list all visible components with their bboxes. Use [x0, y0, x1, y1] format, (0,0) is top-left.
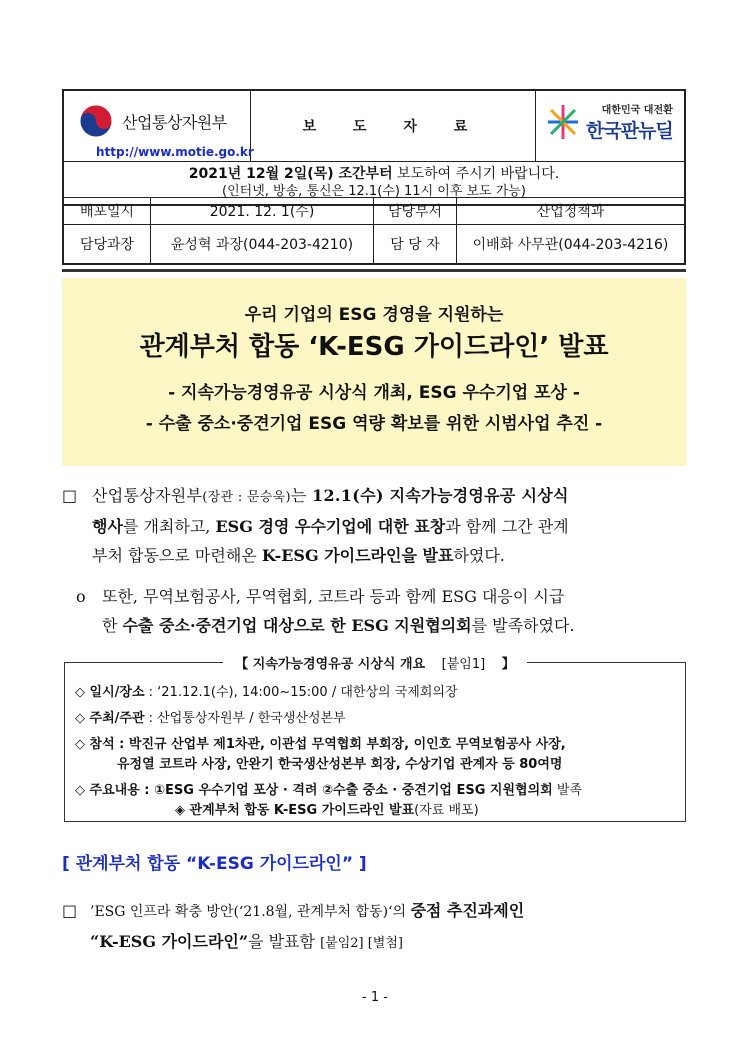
ceremony-overview-box	[64, 657, 686, 822]
overview-row-4-label: ◇ 주요내용	[75, 783, 140, 798]
overview-row-4-value-b: 발족	[552, 783, 582, 798]
overview-caption	[65, 653, 685, 672]
overview-row-3-value: : 박진규 산업부 제1차관, 이관섭 무역협회 부회장, 이인호 무역보험공사 사장,	[114, 737, 566, 752]
headline-box	[62, 278, 686, 466]
paragraph-2-bullet: o	[76, 587, 86, 606]
p1-line3-a: 부처 합동으로 마련해온	[92, 546, 262, 565]
taegeuk-emblem-icon	[78, 103, 114, 139]
overview-row-4-value-a: : ①ESG 우수기업 포상 · 격려 ②수출 중소 · 중견기업 ESG 지원협의회	[139, 783, 553, 798]
contact-value: 이배화 사무관(044-203-4216)	[457, 225, 686, 265]
press-release-header-table	[62, 89, 686, 206]
release-label: 배포일시	[63, 198, 151, 225]
p3-line1-b: 중점 추진과제인	[410, 901, 525, 920]
overview-row-datetime	[75, 681, 458, 700]
ministry-logo	[78, 103, 227, 139]
p1-line2-d: 과 함께 그간 관계	[445, 517, 569, 536]
manager-value: 윤성혁 과장(044-203-4210)	[151, 225, 374, 265]
overview-row-attendees	[75, 733, 566, 752]
p3-line2-c: [붙임2] [별첨]	[320, 936, 403, 951]
headline-subtitle-1: - 지속가능경영유공 시상식 개최, ESG 우수기업 포상 -	[168, 383, 580, 403]
overview-row-3-line2: 유정열 코트라 사장, 안완기 한국생산성본부 회장, 수상기업 관계자 등 80여명	[117, 757, 563, 772]
p1-line3-c: 하였다.	[453, 546, 505, 565]
p1-text-a: 산업통상자원부	[92, 486, 203, 505]
overview-row-host	[75, 707, 346, 726]
p2-line1: 또한, 무역보험공사, 무역협회, 코트라 등과 함께 ESG 대응이 시급	[102, 587, 565, 606]
ministry-logo-cell	[63, 90, 254, 162]
new-deal-logo-cell	[536, 90, 686, 162]
p3-line2-b: 을 발표함	[248, 932, 321, 951]
new-deal-logo	[546, 101, 673, 143]
overview-caption-attach: [붙임1]	[436, 657, 492, 672]
paragraph-3-bullet: □	[62, 901, 78, 920]
paragraph-1-bullet: □	[62, 486, 78, 505]
p1-line2-a: 행사	[92, 517, 123, 536]
overview-row-2-label: ◇ 주최/주관	[75, 711, 145, 726]
overview-row-2-value: : 산업통상자원부 / 한국생산성본부	[144, 711, 346, 726]
overview-row-3-label: ◇ 참석	[75, 737, 115, 752]
section-title: [ 관계부처 합동 “K-ESG 가이드라인” ]	[62, 854, 367, 874]
new-deal-spark-icon	[546, 103, 580, 141]
headline-subtitle-2: - 수출 중소·중견기업 ESG 역량 확보를 위한 시범사업 추진 -	[145, 414, 603, 434]
overview-row-contents	[75, 779, 582, 798]
p1-text-c: 는	[290, 486, 313, 505]
p1-line2-c: ESG 경영 우수기업에 대한 표창	[215, 517, 446, 536]
p2-line2-b: 수출 중소·중견기업 대상으로 한 ESG 지원협의회	[122, 616, 472, 635]
overview-caption-end: 】	[491, 657, 521, 672]
p1-text-b: (장관 : 문승욱)	[202, 490, 291, 505]
headline-title: 관계부처 합동 ‘K-ESG 가이드라인’ 발표	[139, 332, 609, 362]
embargo-text: 보도하여 주시기 바랍니다.	[392, 166, 560, 182]
overview-caption-text: 【 지속가능경영유공 시상식 개요	[229, 657, 435, 672]
release-value: 2021. 12. 1(수)	[151, 198, 374, 225]
headline-supertitle: 우리 기업의 ESG 경영을 지원하는	[244, 305, 504, 325]
p3-line2-a: “K-ESG 가이드라인”	[90, 932, 249, 951]
contact-label: 담 당 자	[374, 225, 457, 265]
p3-line1-a: ’ESG 인프라 확충 방안(‘21.8월, 관계부처 합동)‘의	[90, 904, 411, 920]
paragraph-1	[62, 481, 692, 570]
overview-row-4-line2-a: ◈ 관계부처 합동 K-ESG 가이드라인 발표	[175, 803, 415, 818]
p1-line3-b: K-ESG 가이드라인을 발표	[261, 546, 454, 565]
document-title: 보 도 자 료	[251, 90, 536, 162]
overview-row-1-value: : ‘21.12.1(수), 14:00~15:00 / 대한상의 국제회의장	[144, 685, 458, 700]
p1-line2-b: 를 개최하고,	[122, 517, 216, 536]
brand-name: 한국판뉴딜	[586, 120, 673, 142]
manager-label: 담당과장	[63, 225, 151, 265]
overview-row-attendees-line2	[117, 753, 562, 772]
page-number: - 1 -	[362, 990, 388, 1005]
brand-tagline: 대한민국 대전환	[601, 105, 673, 116]
paragraph-2	[62, 582, 692, 640]
overview-row-1-label: ◇ 일시/장소	[75, 685, 145, 700]
paragraph-3	[62, 896, 692, 958]
embargo-date: 2021년 12월 2일(목) 조간부터	[188, 166, 393, 182]
overview-row-contents-line2	[175, 799, 479, 818]
dept-label: 담당부서	[374, 198, 457, 225]
ministry-name: 산업통상자원부	[122, 112, 227, 132]
p2-line2-c: 를 발족하였다.	[471, 616, 575, 635]
ministry-url-link[interactable]: http://www.motie.go.kr	[96, 145, 254, 159]
overview-row-4-line2-b: (자료 배포)	[414, 803, 479, 818]
p1-text-d: 12.1(수) 지속가능경영유공 시상식	[312, 486, 569, 505]
release-info-table	[62, 197, 686, 265]
dept-value: 산업정책과	[457, 198, 686, 225]
embargo-online-note: (인터넷, 방송, 통신은 12.1(수) 11시 이후 보도 가능)	[222, 184, 526, 199]
p2-line2-a: 한	[102, 616, 123, 635]
header-divider	[62, 269, 686, 272]
